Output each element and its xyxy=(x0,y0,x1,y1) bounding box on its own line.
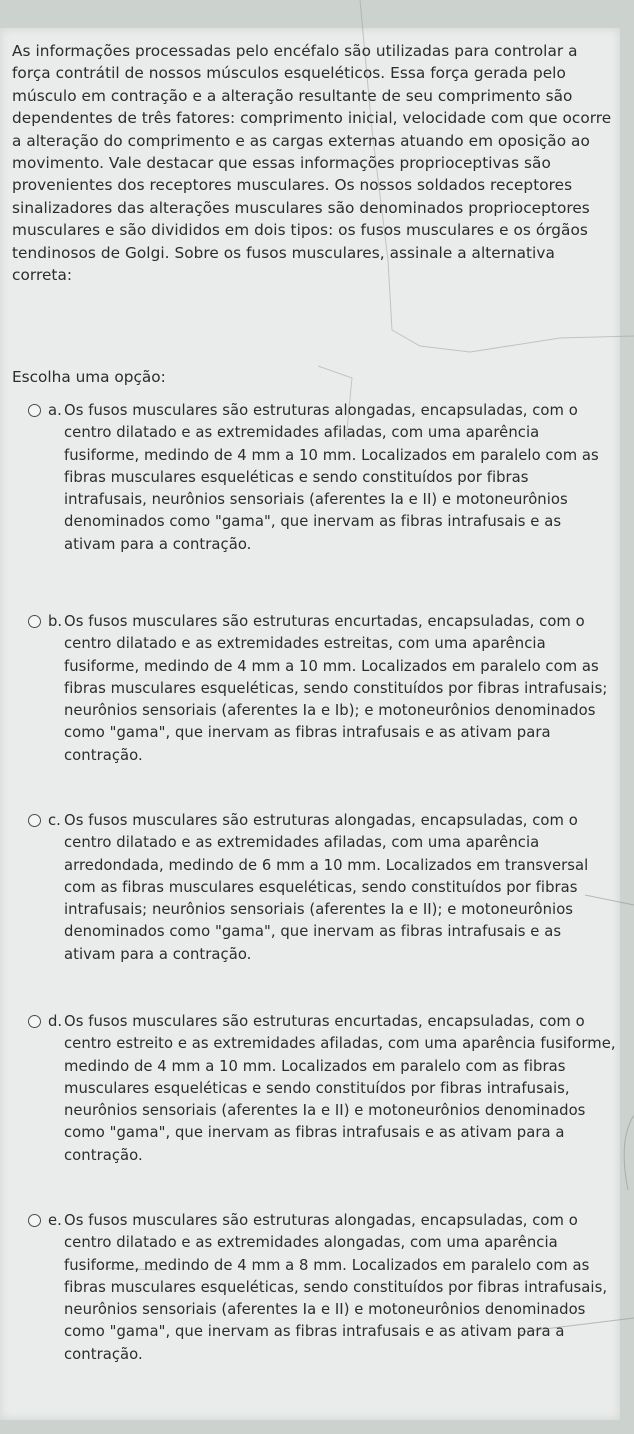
option-b[interactable] xyxy=(28,611,616,767)
option-e-letter: e. xyxy=(48,1212,62,1229)
radio-a-icon[interactable] xyxy=(28,404,41,417)
radio-b-icon[interactable] xyxy=(28,615,41,628)
radio-e-icon[interactable] xyxy=(28,1214,41,1227)
choose-option-label: Escolha uma opção: xyxy=(12,368,166,386)
option-c[interactable] xyxy=(28,810,616,966)
option-d[interactable] xyxy=(28,1011,616,1167)
option-a[interactable] xyxy=(28,400,616,556)
option-d-text: Os fusos musculares são estruturas encurtadas, encapsuladas, com o centro estreito e as extremidades afiladas, com uma aparência fusiforme, medindo de 4 mm a 10 mm. Localizados em paralelo com as fibras musculares esqueléticas e sendo constituídos por fibras intrafusais, neurônios sensoriais (aferentes Ia e II) e motoneurônios denominados como "gama", que inervam as fibras intrafusais e as ativam para a contração. xyxy=(64,1013,616,1164)
option-c-letter: c. xyxy=(48,812,61,829)
option-a-text: Os fusos musculares são estruturas alongadas, encapsuladas, com o centro dilatado e as extremidades afiladas, com uma aparência fusiforme, medindo de 4 mm a 10 mm. Localizados em paralelo com as fibras musculares esqueléticas e sendo constituídos por fibras intrafusais, neurônios sensoriais (aferentes Ia e II) e motoneurônios denominados como "gama", que inervam as fibras intrafusais e as ativam para a contração. xyxy=(64,402,599,553)
option-c-text: Os fusos musculares são estruturas alongadas, encapsuladas, com o centro dilatado e as extremidades afiladas, com uma aparência arredondada, medindo de 6 mm a 10 mm. Localizados em transversal com as fibras musculares esqueléticas, sendo constituídos por fibras intrafusais; neurônios sensoriais (aferentes Ia e II); e motoneurônios denominados como "gama", que inervam as fibras intrafusais e as ativam para a contração. xyxy=(64,812,589,963)
radio-c-icon[interactable] xyxy=(28,814,41,827)
option-b-text: Os fusos musculares são estruturas encurtadas, encapsuladas, com o centro dilatado e as extremidades estreitas, com uma aparência fusiforme, medindo de 4 mm a 10 mm. Localizados em paralelo com as fibras musculares esqueléticas, sendo constituídos por fibras intrafusais; neurônios sensoriais (aferentes Ia e Ib); e motoneurônios denominados como "gama", que inervam as fibras intrafusais e as ativam para contração. xyxy=(64,613,608,764)
option-e-text: Os fusos musculares são estruturas alongadas, encapsuladas, com o centro dilatado e as extremidades alongadas, com uma aparência fusiforme, medindo de 4 mm a 8 mm. Localizados em paralelo com as fibras musculares esqueléticas, sendo constituídos por fibras intrafusais, neurônios sensoriais (aferentes Ia e II) e motoneurônios denominados como "gama", que inervam as fibras intrafusais e as ativam para a contração. xyxy=(64,1212,608,1363)
radio-d-icon[interactable] xyxy=(28,1015,41,1028)
question-text: As informações processadas pelo encéfalo são utilizadas para controlar a força contrátil de nossos músculos esqueléticos. Essa força gerada pelo músculo em contração e a alteração resultante de seu comprimento são dependentes de três fatores: comprimento inicial, velocidade com que ocorre a alteração do comprimento e as cargas externas atuando em oposição ao movimento. Vale destacar que essas informações proprioceptivas são provenientes dos receptores musculares. Os nossos soldados receptores sinalizadores das alterações musculares são denominados proprioceptores musculares e são divididos em dois tipos: os fusos musculares e os órgãos tendinosos de Golgi. Sobre os fusos musculares, assinale a alternativa correta: xyxy=(12,42,612,285)
option-a-letter: a. xyxy=(48,402,62,419)
option-e[interactable] xyxy=(28,1210,616,1366)
option-b-letter: b. xyxy=(48,613,63,630)
option-d-letter: d. xyxy=(48,1013,63,1030)
